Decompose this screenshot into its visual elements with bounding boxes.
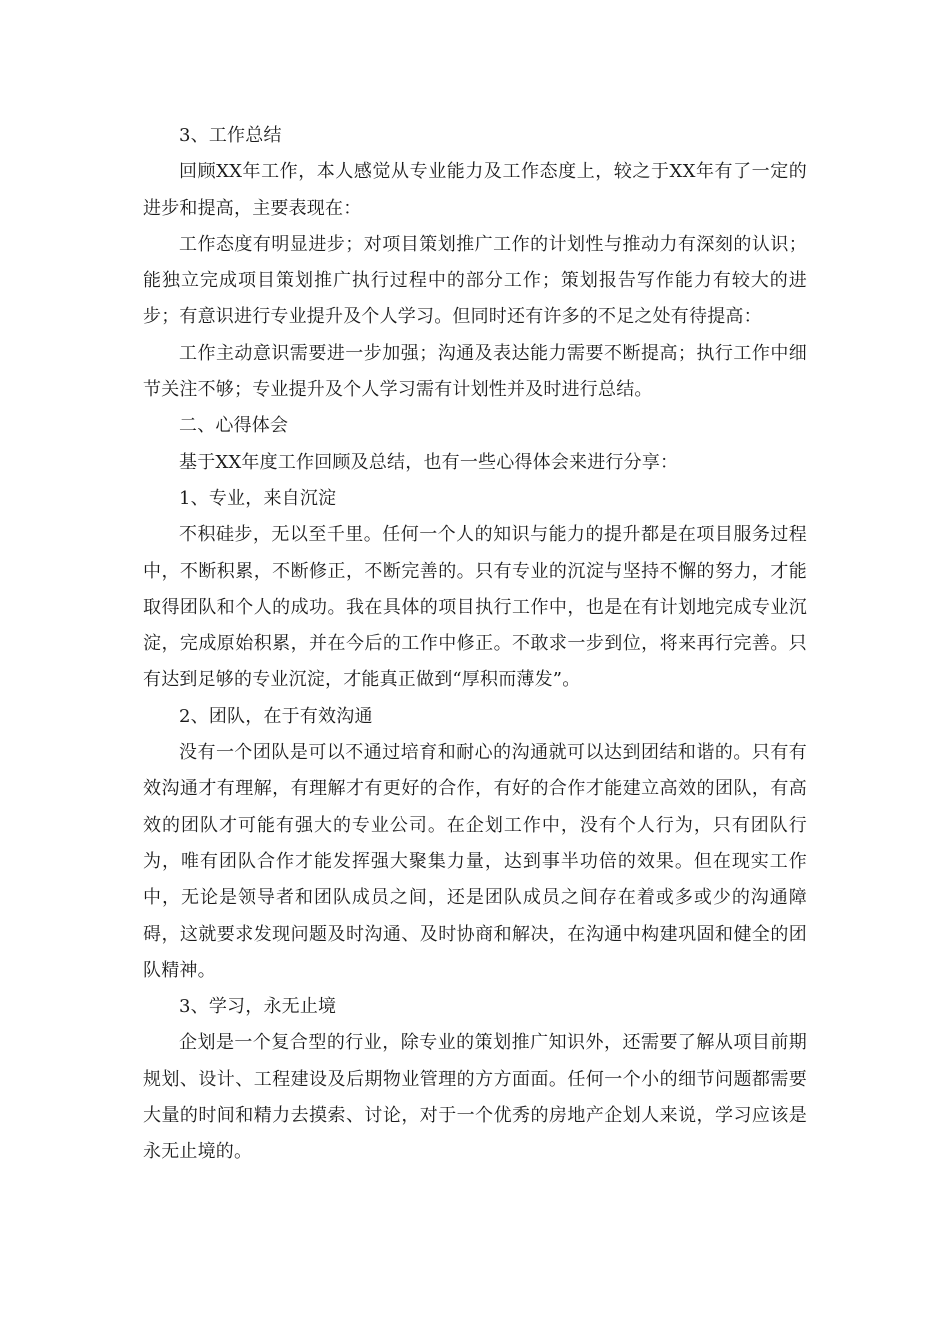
paragraph-professionalism: 不积硅步，无以至千里。任何一个人的知识与能力的提升都是在项目服务过程中，不断积累，不断修正，不断完善的。只有专业的沉淀与坚持不懈的努力，才能取得团队和个人的成功。我在具体的项目执行工作中，也是在有计划地完成专业沉淀，完成原始积累，并在今后的工作中修正。不敢求一步到位，将来再行完善。只有达到足够的专业沉淀，才能真正做到“厚积而薄发”。 xyxy=(143,524,807,691)
paragraph-experience-intro: 基于XX年度工作回顾及总结，也有一些心得体会来进行分享： xyxy=(179,451,679,473)
subheading-learning: 3、学习，永无止境 xyxy=(179,996,337,1018)
document-page xyxy=(143,118,807,1171)
subheading-teamwork: 2、团队，在于有效沟通 xyxy=(179,705,373,727)
paragraph-shortcomings: 工作主动意识需要进一步加强；沟通及表达能力需要不断提高；执行工作中细节关注不够；专业提升及个人学习需有计划性并及时进行总结。 xyxy=(143,342,807,401)
paragraph-progress: 工作态度有明显进步；对项目策划推广工作的计划性与推动力有深刻的认识；能独立完成项目策划推广执行过程中的部分工作；策划报告写作能力有较大的进步；有意识进行专业提升及个人学习。但同时还有许多的不足之处有待提高： xyxy=(143,233,807,328)
paragraph-review: 回顾XX年工作，本人感觉从专业能力及工作态度上，较之于XX年有了一定的进步和提高，主要表现在： xyxy=(143,161,807,219)
paragraph-teamwork: 没有一个团队是可以不通过培育和耐心的沟通就可以达到团结和谐的。只有有效沟通才有理解，有理解才有更好的合作，有好的合作才能建立高效的团队，有高效的团队才可能有强大的专业公司。在企划工作中，没有个人行为，只有团队行为，唯有团队合作才能发挥强大聚集力量，达到事半功倍的效果。但在现实工作中，无论是领导者和团队成员之间，还是团队成员之间存在着或多或少的沟通障碍，这就要求发现问题及时沟通、及时协商和解决，在沟通中构建巩固和健全的团队精神。 xyxy=(143,742,807,981)
section-heading-work-summary: 3、工作总结 xyxy=(179,125,282,146)
subheading-professionalism: 1、专业，来自沉淀 xyxy=(179,487,337,509)
paragraph-learning: 企划是一个复合型的行业，除专业的策划推广知识外，还需要了解从项目前期规划、设计、工程建设及后期物业管理的方方面面。任何一个小的细节问题都需要大量的时间和精力去摸索、讨论，对于一个优秀的房地产企划人来说，学习应该是永无止境的。 xyxy=(143,1032,807,1163)
section-heading-experience: 二、心得体会 xyxy=(179,415,289,437)
